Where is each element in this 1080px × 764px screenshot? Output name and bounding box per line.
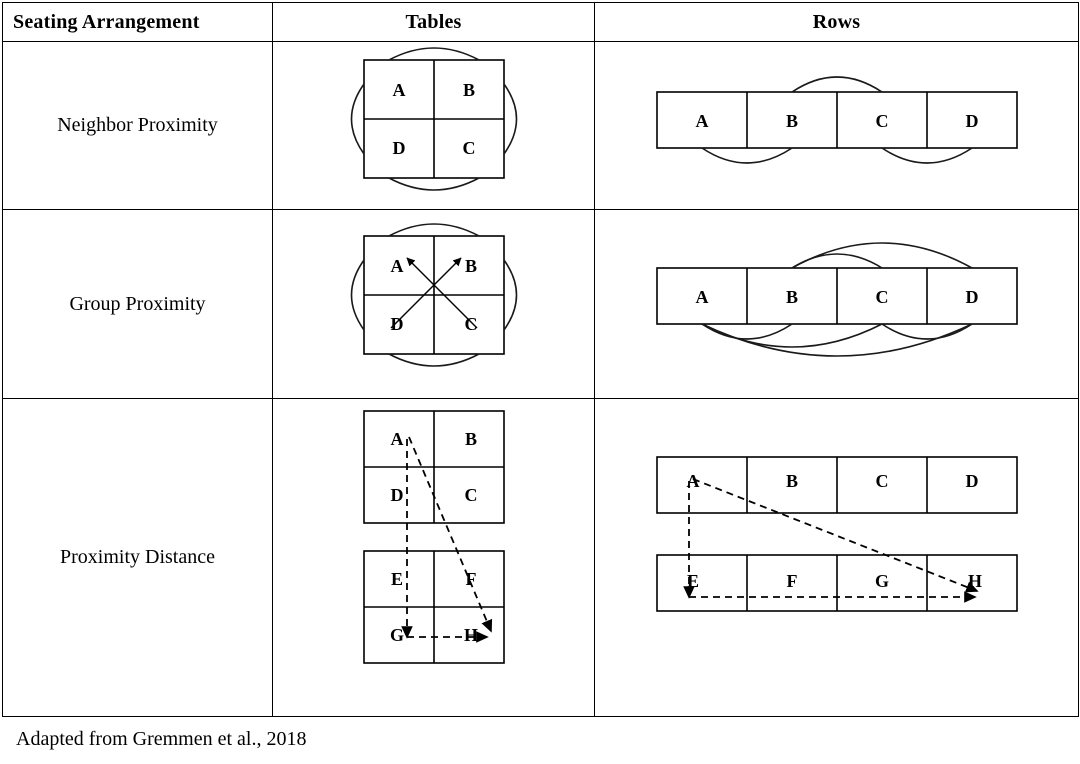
seat-a: A: [390, 429, 403, 449]
diagram-distance-rows: [595, 399, 1078, 716]
seat-b: B: [785, 471, 798, 491]
distance-rows-svg: [627, 399, 1047, 699]
arc-a-d: [351, 260, 364, 330]
arc-a-b: [702, 148, 792, 163]
arc-a-b: [389, 48, 479, 60]
seat-d: D: [965, 287, 978, 307]
seat-h: H: [463, 625, 478, 645]
seat-f: F: [465, 569, 476, 589]
diagram-neighbor-tables: [273, 42, 594, 209]
seat-b: B: [785, 111, 798, 131]
seat-e: E: [390, 569, 403, 589]
seat-d: D: [390, 485, 403, 505]
seat-c: C: [875, 111, 888, 131]
header-rows: Rows: [595, 3, 1079, 42]
seat-d: D: [392, 138, 405, 158]
seating-arrangement-table: [2, 2, 1079, 717]
arc-b-c: [504, 84, 517, 154]
seat-c: C: [875, 287, 888, 307]
table-row: [3, 210, 1079, 399]
distance-tables-svg: [309, 399, 559, 699]
seat-a: A: [686, 471, 699, 491]
cell-distance-tables: [273, 399, 595, 717]
row-label-neighbor-proximity: Neighbor Proximity: [3, 42, 273, 210]
arc-a-b: [389, 224, 479, 236]
neighbor-rows-svg: [627, 42, 1047, 202]
seat-d: D: [965, 471, 978, 491]
seat-d: D: [390, 314, 403, 334]
seat-b: B: [462, 80, 475, 100]
table-row: [3, 399, 1079, 717]
group-tables-svg: [309, 210, 559, 390]
seat-g: G: [874, 571, 889, 591]
table-header: [3, 3, 1079, 42]
arc-b-c: [504, 260, 517, 330]
header-tables: Tables: [273, 3, 595, 42]
table-row: [3, 42, 1079, 210]
diagram-neighbor-rows: [595, 42, 1078, 209]
seat-h: H: [967, 571, 982, 591]
seat-c: C: [462, 138, 475, 158]
arc-c-d: [882, 148, 972, 163]
header-row: [3, 3, 1079, 42]
seat-a: A: [392, 80, 405, 100]
diagram-distance-tables: [273, 399, 594, 716]
seat-f: F: [786, 571, 797, 591]
arc-d-c: [389, 354, 479, 366]
arc-b-c: [792, 77, 882, 92]
cell-neighbor-tables: [273, 42, 595, 210]
row-label-proximity-distance: Proximity Distance: [3, 399, 273, 717]
dashed-a-h: [693, 479, 977, 591]
seat-a: A: [390, 256, 403, 276]
diagram-group-rows: [595, 210, 1078, 398]
seat-c: C: [464, 485, 477, 505]
seat-b: B: [464, 256, 477, 276]
arc-b-d: [792, 243, 972, 268]
cell-group-tables: [273, 210, 595, 399]
row-label-group-proximity: Group Proximity: [3, 210, 273, 399]
header-seating-arrangement: Seating Arrangement: [3, 3, 273, 42]
arc-a-b: [702, 324, 792, 339]
seat-a: A: [695, 111, 708, 131]
table-body: [3, 42, 1079, 717]
arc-d-c: [389, 178, 479, 190]
cell-neighbor-rows: [595, 42, 1079, 210]
figure-source-note: Adapted from Gremmen et al., 2018: [16, 728, 307, 750]
seat-b: B: [464, 429, 477, 449]
cell-group-rows: [595, 210, 1079, 399]
seat-c: C: [464, 314, 477, 334]
cell-distance-rows: [595, 399, 1079, 717]
arc-c-d: [882, 324, 972, 339]
seat-b: B: [785, 287, 798, 307]
seat-d: D: [965, 111, 978, 131]
seat-a: A: [695, 287, 708, 307]
seat-e: E: [686, 571, 699, 591]
group-rows-svg: [627, 210, 1047, 390]
arc-a-d: [702, 324, 972, 356]
seat-c: C: [875, 471, 888, 491]
neighbor-tables-svg: [309, 42, 559, 202]
dashed-a-h: [409, 437, 491, 631]
arc-a-d: [351, 84, 364, 154]
seat-g: G: [389, 625, 404, 645]
diagram-group-tables: [273, 210, 594, 398]
